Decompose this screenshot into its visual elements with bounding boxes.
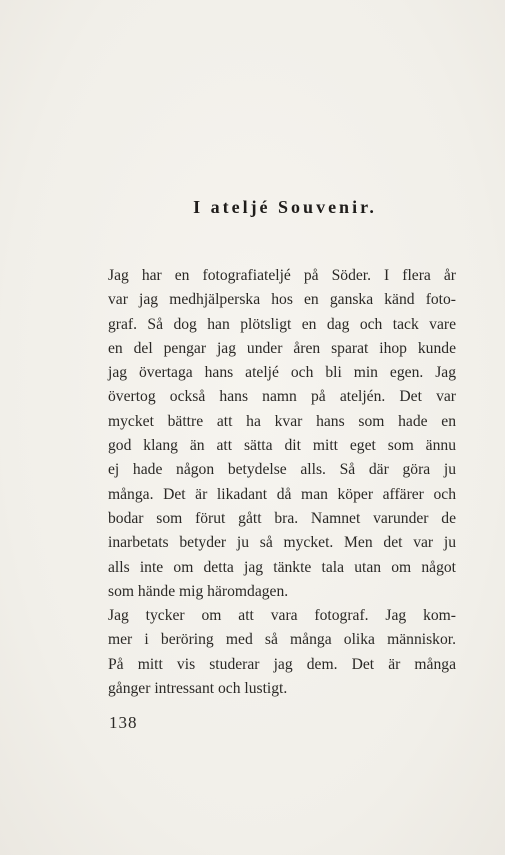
text-line: övertog också hans namn på ateljén. Det var [108,388,456,406]
text-line: många. Det är likadant då man köper affärer och [108,485,456,503]
text-line: alls inte om detta jag tänkte tala utan om något [108,558,456,576]
text-line: bodar som förut gått bra. Namnet varunder de [108,509,456,527]
text-line: god klang än att sätta dit mitt eget som ännu [108,437,456,455]
text-line: ej hade någon betydelse alls. Så där göra ju [108,461,456,479]
text-line: en del pengar jag under åren sparat ihop kunde [108,339,456,357]
chapter-title: I ateljé Souvenir. [193,197,377,217]
text-line: gånger intressant och lustigt. [108,680,288,698]
page-text-block [108,197,456,701]
text-line: var jag medhjälperska hos en ganska känd foto- [108,291,456,309]
text-line: På mitt vis studerar jag dem. Det är många [108,655,456,673]
text-line: Jag tycker om att vara fotograf. Jag kom- [108,607,456,625]
text-line: mer i beröring med så många olika människor. [108,631,456,649]
text-line: jag övertaga hans ateljé och bli min egen. Jag [108,364,456,382]
paragraph-2 [108,604,456,701]
text-line: mycket bättre att ha kvar hans som hade en [108,412,456,430]
page-number: 138 [109,713,138,732]
text-line: inarbetats betyder ju så mycket. Men det var ju [108,534,456,552]
text-line: graf. Så dog han plötsligt en dag och tack vare [108,315,456,333]
text-line: Jag har en fotografiateljé på Söder. I flera år [108,267,456,284]
paragraph-1 [108,264,456,604]
text-line: som hände mig häromdagen. [108,582,289,600]
